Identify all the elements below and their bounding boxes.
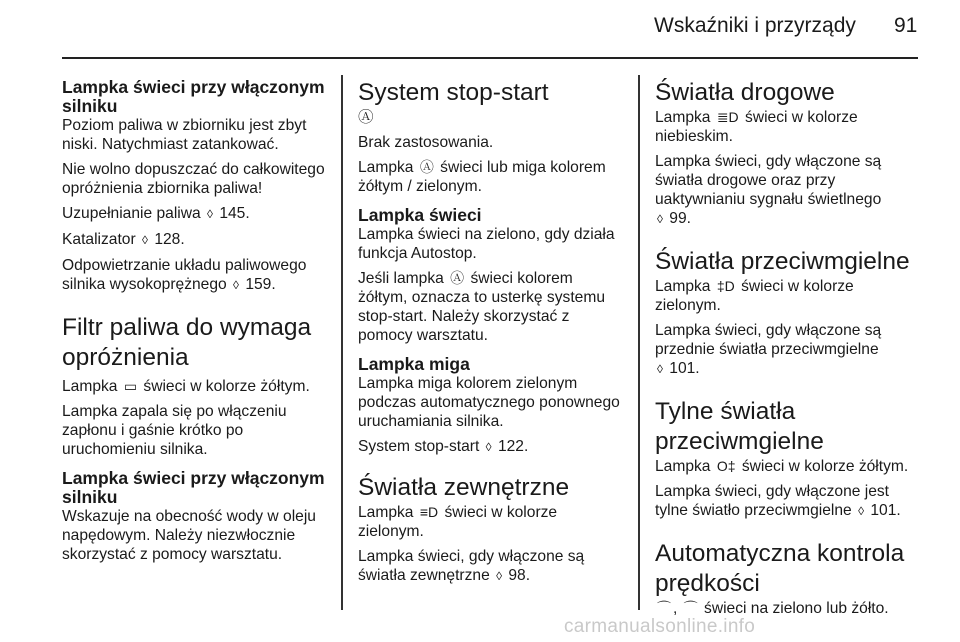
rear-fog-light-icon: O‡	[716, 458, 736, 474]
exterior-light-icon: ≡D	[419, 504, 439, 520]
cruise-control-set-icon: ⌒	[683, 600, 698, 616]
paragraph	[655, 152, 921, 229]
paragraph	[358, 158, 624, 196]
cross-ref-text: Lampka świeci, gdy włączone są przednie światła przeciwmgielne	[655, 322, 882, 358]
cross-ref-text: Katalizator	[62, 231, 136, 248]
paragraph	[358, 547, 624, 586]
section-heading: Lampka świeci przy włączonym silniku	[62, 77, 325, 116]
section-heading: Światła zewnętrzne	[358, 474, 570, 501]
cross-ref-text: Lampka świeci, gdy włączone są światła zewnętrzne	[358, 548, 585, 584]
page-ref[interactable]: 101.	[870, 502, 901, 519]
section-heading: Światła przeciwmgielne	[655, 248, 910, 275]
page-ref-icon: ◊	[233, 278, 239, 292]
page-ref-icon: ◊	[657, 212, 663, 226]
section-heading: Filtr paliwa do wymaga opróżnienia	[62, 314, 312, 371]
text: świeci w kolorze niebieskim.	[655, 109, 858, 145]
paragraph	[62, 256, 328, 295]
page-ref[interactable]: 98.	[508, 567, 531, 584]
page-ref-icon: ◊	[485, 440, 492, 454]
column-divider	[638, 75, 640, 610]
page-ref[interactable]: 145.	[219, 205, 250, 222]
column-right	[655, 78, 921, 624]
page-ref-icon: ◊	[657, 362, 663, 376]
paragraph	[358, 503, 624, 541]
cross-ref-text: Lampka świeci, gdy włączone jest tylne światło przeciwmgielne	[655, 483, 890, 519]
water-in-fuel-icon: ▭	[123, 378, 138, 394]
text: Lampka	[62, 378, 118, 395]
paragraph	[62, 230, 328, 250]
section-heading: Lampka świeci	[358, 205, 482, 225]
high-beam-icon: ≣D	[716, 109, 739, 125]
text: świeci lub miga kolorem żółtym / zielonym.	[358, 159, 606, 195]
paragraph: Poziom paliwa w zbiorniku jest zbyt niski. Natychmiast zatankować.	[62, 117, 307, 153]
paragraph	[655, 108, 921, 146]
cross-ref-text: Lampka świeci, gdy włączone są światła drogowe oraz przy uaktywnianiu sygnału świetlnego	[655, 153, 882, 208]
column-divider	[341, 75, 343, 610]
text: świeci kolorem żółtym, oznacza to usterkę systemu stop-start. Należy skorzystać z pomocy warsztatu.	[358, 270, 605, 344]
text: Lampka	[655, 278, 711, 295]
text: Lampka	[358, 504, 414, 521]
paragraph: Lampka miga kolorem zielonym podczas automatycznego ponownego uruchamiania silnika.	[358, 375, 620, 430]
paragraph: Lampka zapala się po włączeniu zapłonu i gaśnie krótko po uruchomieniu silnika.	[62, 403, 287, 458]
section-heading: Lampka świeci przy włączonym silniku	[62, 468, 325, 507]
page-ref-icon: ◊	[858, 504, 865, 518]
text: świeci w kolorze żółtym.	[741, 458, 909, 475]
paragraph	[358, 269, 624, 345]
paragraph	[655, 321, 921, 379]
page-ref[interactable]: 101.	[669, 360, 700, 377]
paragraph	[62, 377, 328, 396]
watermark: carmanualsonline.info	[564, 616, 756, 637]
page-ref[interactable]: 128.	[154, 231, 185, 248]
paragraph	[655, 482, 921, 521]
paragraph: Nie wolno dopuszczać do całkowitego opróżnienia zbiornika paliwa!	[62, 161, 325, 197]
paragraph: Wskazuje na obecność wody w oleju napędowym. Należy niezwłocznie skorzystać z pomocy warsztatu.	[62, 508, 316, 563]
column-middle	[358, 78, 624, 592]
text: świeci w kolorze żółtym.	[143, 378, 310, 395]
paragraph: Lampka świeci na zielono, gdy działa funkcja Autostop.	[358, 226, 615, 262]
paragraph	[655, 457, 921, 476]
text: Lampka	[655, 109, 711, 126]
section-heading: Automatyczna kontrola prędkości	[655, 540, 905, 597]
text: Jeśli lampka	[358, 270, 444, 287]
text: świeci w kolorze zielonym.	[358, 504, 558, 540]
column-left	[62, 78, 328, 570]
text: Lampka	[655, 458, 711, 475]
section-heading: Lampka miga	[358, 354, 470, 374]
paragraph	[655, 277, 921, 315]
page-number: 91	[894, 14, 918, 37]
cross-ref-text: Odpowietrzanie układu paliwowego silnika wysokoprężnego	[62, 257, 307, 293]
section-heading: Tylne światła przeciwmgielne	[655, 398, 824, 455]
page-ref[interactable]: 122.	[497, 438, 529, 455]
header-title: Wskaźniki i przyrządy	[654, 14, 856, 37]
section-heading: Światła drogowe	[655, 79, 835, 106]
header-rule	[62, 57, 918, 59]
paragraph	[358, 437, 624, 457]
paragraph: ⌒ , ⌒ świeci na zielono lub żółto.	[657, 600, 889, 617]
cruise-control-icon: ⌒	[657, 600, 671, 616]
paragraph	[62, 204, 328, 224]
page-ref[interactable]: 99.	[669, 210, 691, 227]
section-heading: System stop-start	[358, 79, 549, 106]
text: świeci w kolorze zielonym.	[655, 278, 854, 314]
autostop-icon: Ⓐ	[419, 159, 434, 175]
front-fog-light-icon: ‡D	[716, 278, 735, 294]
page-ref-icon: ◊	[496, 569, 503, 583]
cross-ref-text: Uzupełnianie paliwa	[62, 205, 201, 222]
page-header	[0, 0, 960, 58]
autostop-icon: Ⓐ	[358, 109, 374, 126]
text: Lampka	[358, 159, 414, 176]
autostop-icon: Ⓐ	[450, 270, 465, 286]
cross-ref-text: System stop-start	[358, 438, 480, 455]
page-ref-icon: ◊	[207, 207, 213, 221]
paragraph: Brak zastosowania.	[358, 134, 494, 151]
page-ref-icon: ◊	[142, 233, 148, 247]
page-ref[interactable]: 159.	[245, 276, 276, 293]
text: świeci na zielono lub żółto.	[704, 600, 889, 617]
